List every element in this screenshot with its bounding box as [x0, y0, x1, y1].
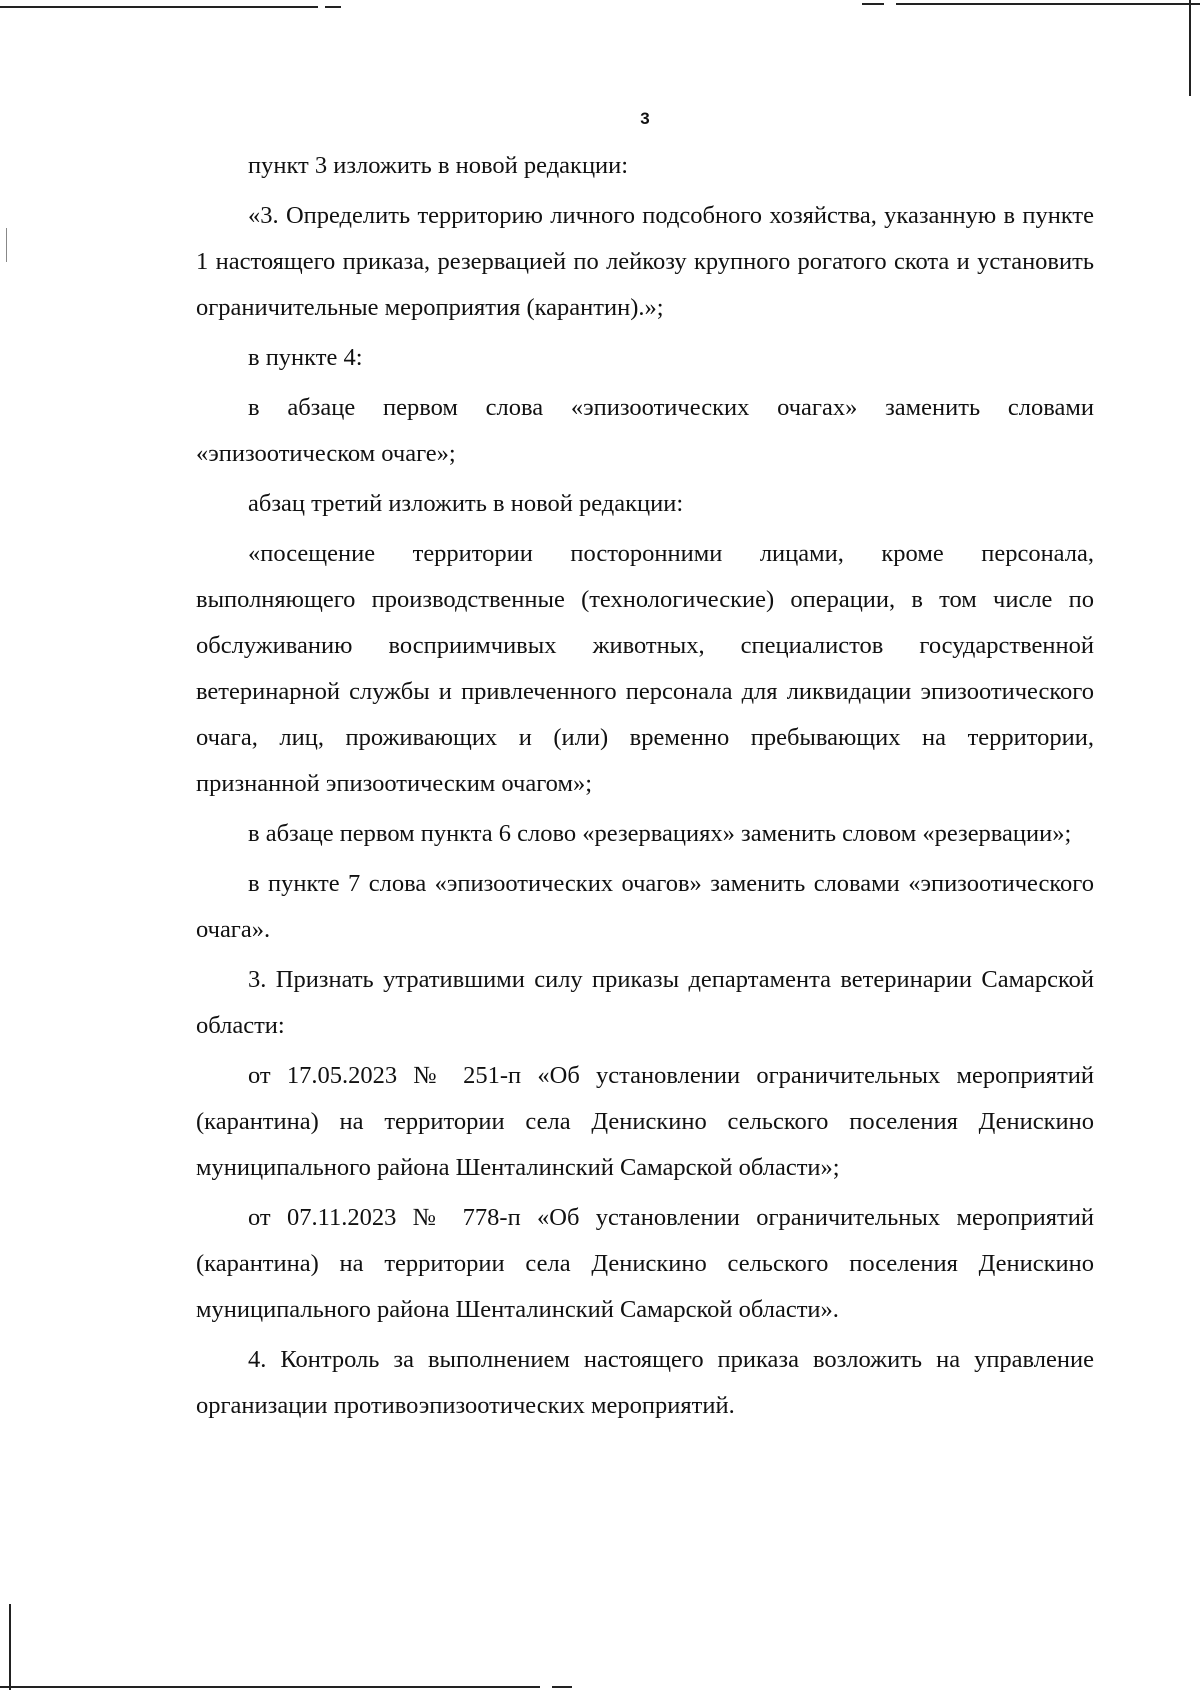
scan-edge-line-right — [1189, 0, 1191, 96]
paragraph-first-subparagraph-change: в абзаце первом слова «эпизоотических очагах» заменить словами «эпизоотическом очаге»; — [196, 394, 1094, 467]
paragraph-item-4-control: 4. Контроль за выполнением настоящего приказа возложить на управление организации противоэпизоотических мероприятий. — [196, 1346, 1094, 1419]
paragraph-new-item-3-text: «3. Определить территорию личного подсобного хозяйства, указанную в пункте 1 настоящего приказа, резервацией по лейкозу крупного рогатого скота и установить ограничительные мероприятия (карантин).»; — [196, 202, 1094, 321]
document-body — [196, 143, 1094, 1429]
scan-edge-line-bottom-dash — [552, 1686, 572, 1688]
paragraph-item-6-change: в абзаце первом пункта 6 слово «резервациях» заменить словом «резервации»; — [248, 820, 1072, 847]
scan-edge-line-left-bottom — [9, 1604, 11, 1690]
scan-edge-line-bottom-left — [0, 1686, 540, 1688]
paragraph-third-subparagraph-amend: абзац третий изложить в новой редакции: — [248, 490, 684, 517]
paragraph-in-item-4: в пункте 4: — [248, 344, 363, 371]
paragraph-item-3-repeal: 3. Признать утратившими силу приказы департамента ветеринарии Самарской области: — [196, 966, 1094, 1039]
scan-edge-line-top-left — [0, 6, 318, 8]
scan-edge-line-top-right-dash — [862, 3, 884, 5]
paragraph-order-778: от 07.11.2023 № 778-п «Об установлении ограничительных мероприятий (карантина) на территории села Денискино сельского поселения Денискино муниципального района Шенталинский Самарской области». — [196, 1204, 1094, 1323]
scan-edge-line-top-right — [896, 3, 1200, 5]
paragraph-amend-item-3: пункт 3 изложить в новой редакции: — [248, 152, 629, 179]
scan-edge-line-top-left-dash — [325, 6, 341, 8]
page-number: 3 — [640, 109, 650, 128]
scan-edge-line-left-mark — [6, 228, 7, 262]
paragraph-item-7-change: в пункте 7 слова «эпизоотических очагов» заменить словами «эпизоотического очага». — [196, 870, 1094, 943]
paragraph-order-251: от 17.05.2023 № 251-п «Об установлении ограничительных мероприятий (карантина) на территории села Денискино сельского поселения Денискино муниципального района Шенталинский Самарской области»; — [196, 1062, 1094, 1181]
paragraph-third-subparagraph-text: «посещение территории посторонними лицами, кроме персонала, выполняющего производственные (технологические) операции, в том числе по обслуживанию восприимчивых животных, специалистов государственной ветеринарной службы и привлеченного персонала для ликвидации эпизоотического очага, лиц, проживающих и (или) временно пребывающих на территории, признанной эпизоотическим очагом»; — [196, 540, 1094, 797]
